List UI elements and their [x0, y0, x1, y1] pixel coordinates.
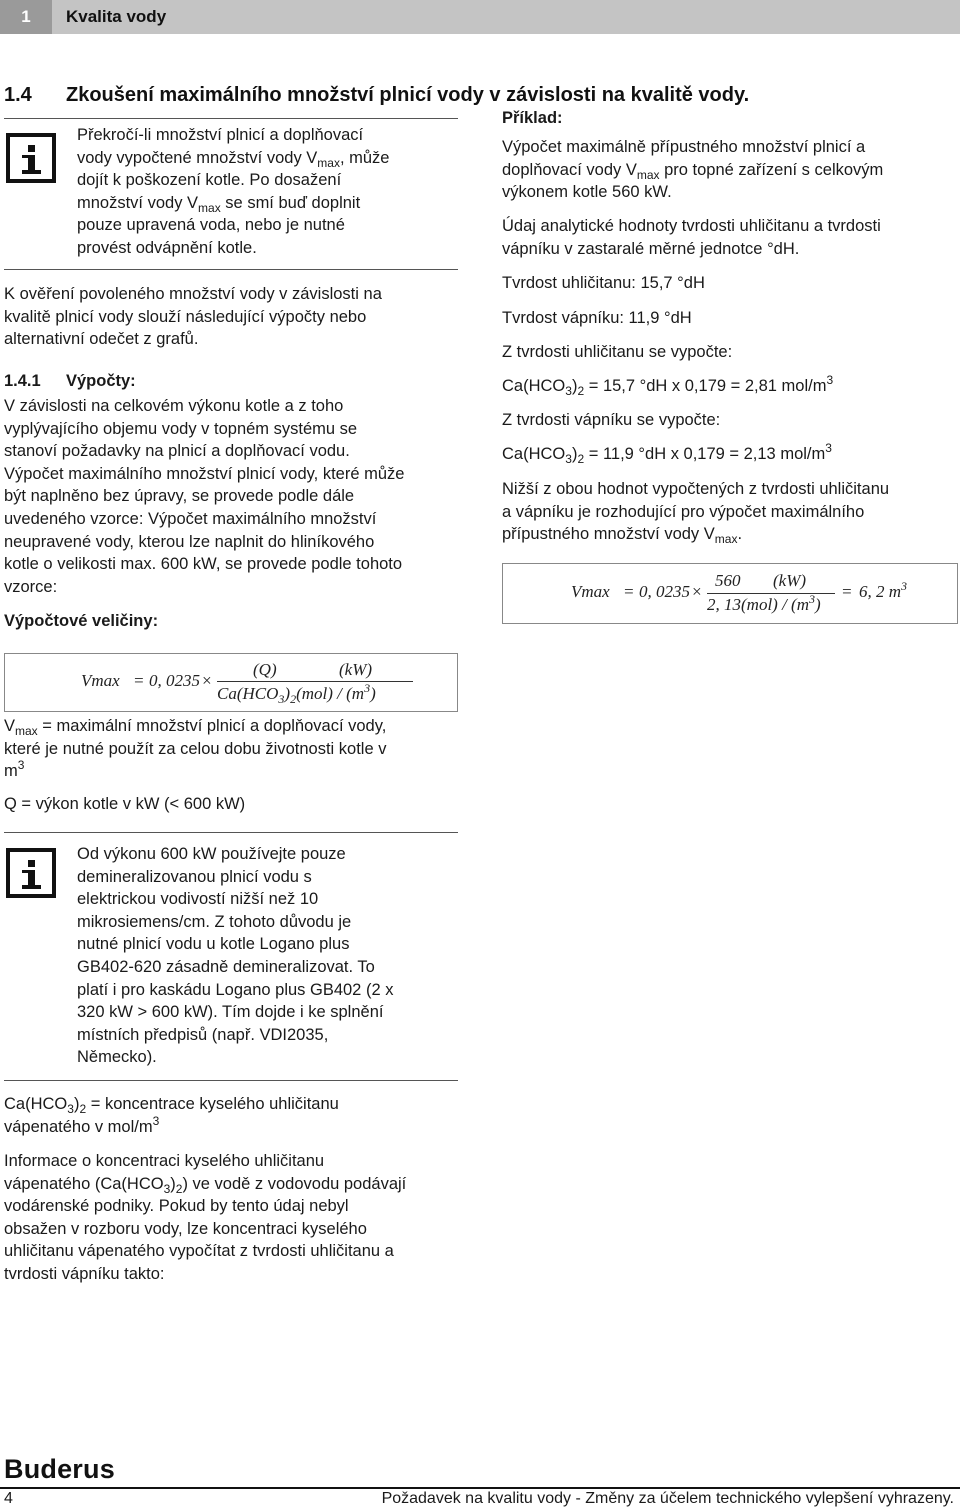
subsection-title: Výpočty:	[66, 372, 136, 390]
carbonate-hardness: Tvrdost uhličitanu: 15,7 °dH	[502, 274, 705, 292]
formula-denominator: $Ca(HCO_3)_2(mol) / (m^3)$	[217, 681, 376, 706]
formula-coefficient: 0, 0235	[639, 582, 690, 601]
example-heading: Příklad:	[502, 109, 563, 127]
subsection-heading	[4, 370, 136, 393]
formula-equals: =	[133, 671, 145, 690]
formula-denominator: 2, $13(mol) / (m^3)$	[707, 592, 821, 614]
formula-lhs: Vmax	[571, 582, 610, 601]
calculation-2: $Ca(HCO_3)_2 = 11,9$ °dH x 0,179 = 2,13 mol/$m^3$	[502, 441, 832, 466]
fraction-line	[217, 681, 413, 682]
divider	[4, 118, 458, 119]
formula-numerator-q: (Q)	[253, 660, 277, 679]
formula-result: 6, 2 $m^3$	[859, 579, 908, 601]
section-title: Zkoušení maximálního množství plnicí vody v závislosti na kvalitě vody.	[66, 84, 750, 106]
formula-numerator-unit: (kW)	[339, 660, 373, 679]
page-number: 4	[4, 1490, 13, 1507]
formula-vmax	[4, 653, 458, 712]
formula-times: ×	[201, 671, 213, 690]
chapter-number: 1	[0, 0, 52, 34]
buderus-logo: Buderus	[4, 1454, 115, 1484]
calculation-1: $Ca(HCO_3)_2 = 15,7$ °dH x 0,179 = 2,81 mol/$m^3$	[502, 373, 834, 398]
fraction-line	[707, 593, 835, 594]
info-note-1: Překročí-li množství plnicí a doplňovací vody vypočtené množství vody $V_{max}$, může dojít k poškození kotle. Po dosažení množství vody $V_{max}$ se smí buď doplnit pouze upravená voda, nebo je nutné provést odvápnění kotle.	[77, 126, 390, 257]
info-note-2: Od výkonu 600 kW používejte pouze demineralizovanou plnicí vodu s elektrickou vodivostí nižší než 10 mikrosiemens/cm. Z tohoto důvodu je nutné plnicí vodu u kotle Logano plus GB402-620 zásadně demineralizovat. To platí i pro kaskádu Logano plus GB402 (2 x 320 kW > 600 kW). Tím dojde i ke splnění místních předpisů (např. VDI2035, Německo).	[77, 845, 394, 1067]
section-heading	[4, 84, 749, 107]
chapter-title: Kvalita vody	[66, 7, 167, 26]
formula-equals: =	[623, 582, 635, 601]
divider	[4, 832, 458, 833]
calculation-body: V závislosti na celkovém výkonu kotle a z toho vyplývajícího objemu vody v topném systému se stanoví požadavky na plnicí a doplňovací vodu. Výpočet maximálního množství plnicí vody, které může být naplněno bez úpravy, se provede podle dále uvedeného vzorce: Výpočet maximálního množství neupravené vody, kterou lze naplnit do hliníkového kotle o velikosti max. 600 kW, se provede podle tohoto vzorce:	[4, 397, 405, 596]
formula-times: ×	[691, 582, 703, 601]
subsection-number: 1.4.1	[4, 372, 41, 390]
example-paragraph-2: Údaj analytické hodnoty tvrdosti uhličitanu a tvrdosti vápníku v zastaralé měrné jednotce °dH.	[502, 217, 881, 258]
info-icon	[6, 133, 56, 183]
quantities-heading: Výpočtové veličiny:	[4, 612, 159, 630]
formula-numerator-unit: (kW)	[773, 571, 807, 590]
formula-equals-result: =	[841, 582, 853, 601]
from-carbonate-label: Z tvrdosti uhličitanu se vypočte:	[502, 343, 733, 361]
q-definition: Q = výkon kotle v kW (< 600 kW)	[4, 795, 246, 813]
ca-information: Informace o koncentraci kyselého uhličitanu vápenatého $(Ca(HCO_3)_2)$ ve vodě z vodovodu podávají vodárenské podniky. Pokud by tento údaj nebyl obsažen v rozboru vody, lze koncentraci kyselého uhličitanu vápenatého vypočítat z tvrdosti uhličitanu a tvrdosti vápníku takto:	[4, 1152, 407, 1283]
divider	[4, 1080, 458, 1081]
footer-note: Požadavek na kvalitu vody - Změny za účelem technického vylepšení vyhrazeny.	[381, 1490, 954, 1507]
formula-coefficient: 0, 0235	[149, 671, 200, 690]
calcium-hardness: Tvrdost vápníku: 11,9 °dH	[502, 309, 692, 327]
formula-example	[502, 563, 958, 624]
from-calcium-label: Z tvrdosti vápníku se vypočte:	[502, 411, 721, 429]
formula-lhs: Vmax	[81, 671, 120, 690]
ca-definition: $Ca(HCO_3)_2$ = koncentrace kyselého uhličitanu vápenatého v mol/$m^3$	[4, 1095, 339, 1136]
info-icon	[6, 848, 56, 898]
section-number: 1.4	[4, 84, 32, 106]
formula-numerator-value: 560	[715, 571, 741, 590]
intro-paragraph: K ověření povoleného množství vody v závislosti na kvalitě plnicí vody slouží následující výpočty nebo alternativní odečet z grafů.	[4, 285, 382, 349]
footer-divider	[0, 1487, 960, 1489]
example-paragraph-1: Výpočet maximálně přípustného množství plnicí a doplňovací vody $V_{max}$ pro topné zařízení s celkovým výkonem kotle 560 kW.	[502, 138, 884, 202]
example-paragraph-3: Nižší z obou hodnot vypočtených z tvrdosti uhličitanu a vápníku je rozhodující pro výpočet maximálního přípustného množství vody $V_{max}$.	[502, 480, 890, 547]
vmax-definition: $V_{max}$ = maximální množství plnicí a doplňovací vody, které je nutné použít za celou dobu životnosti kotle v $m^3$	[4, 717, 387, 781]
divider	[4, 269, 458, 270]
